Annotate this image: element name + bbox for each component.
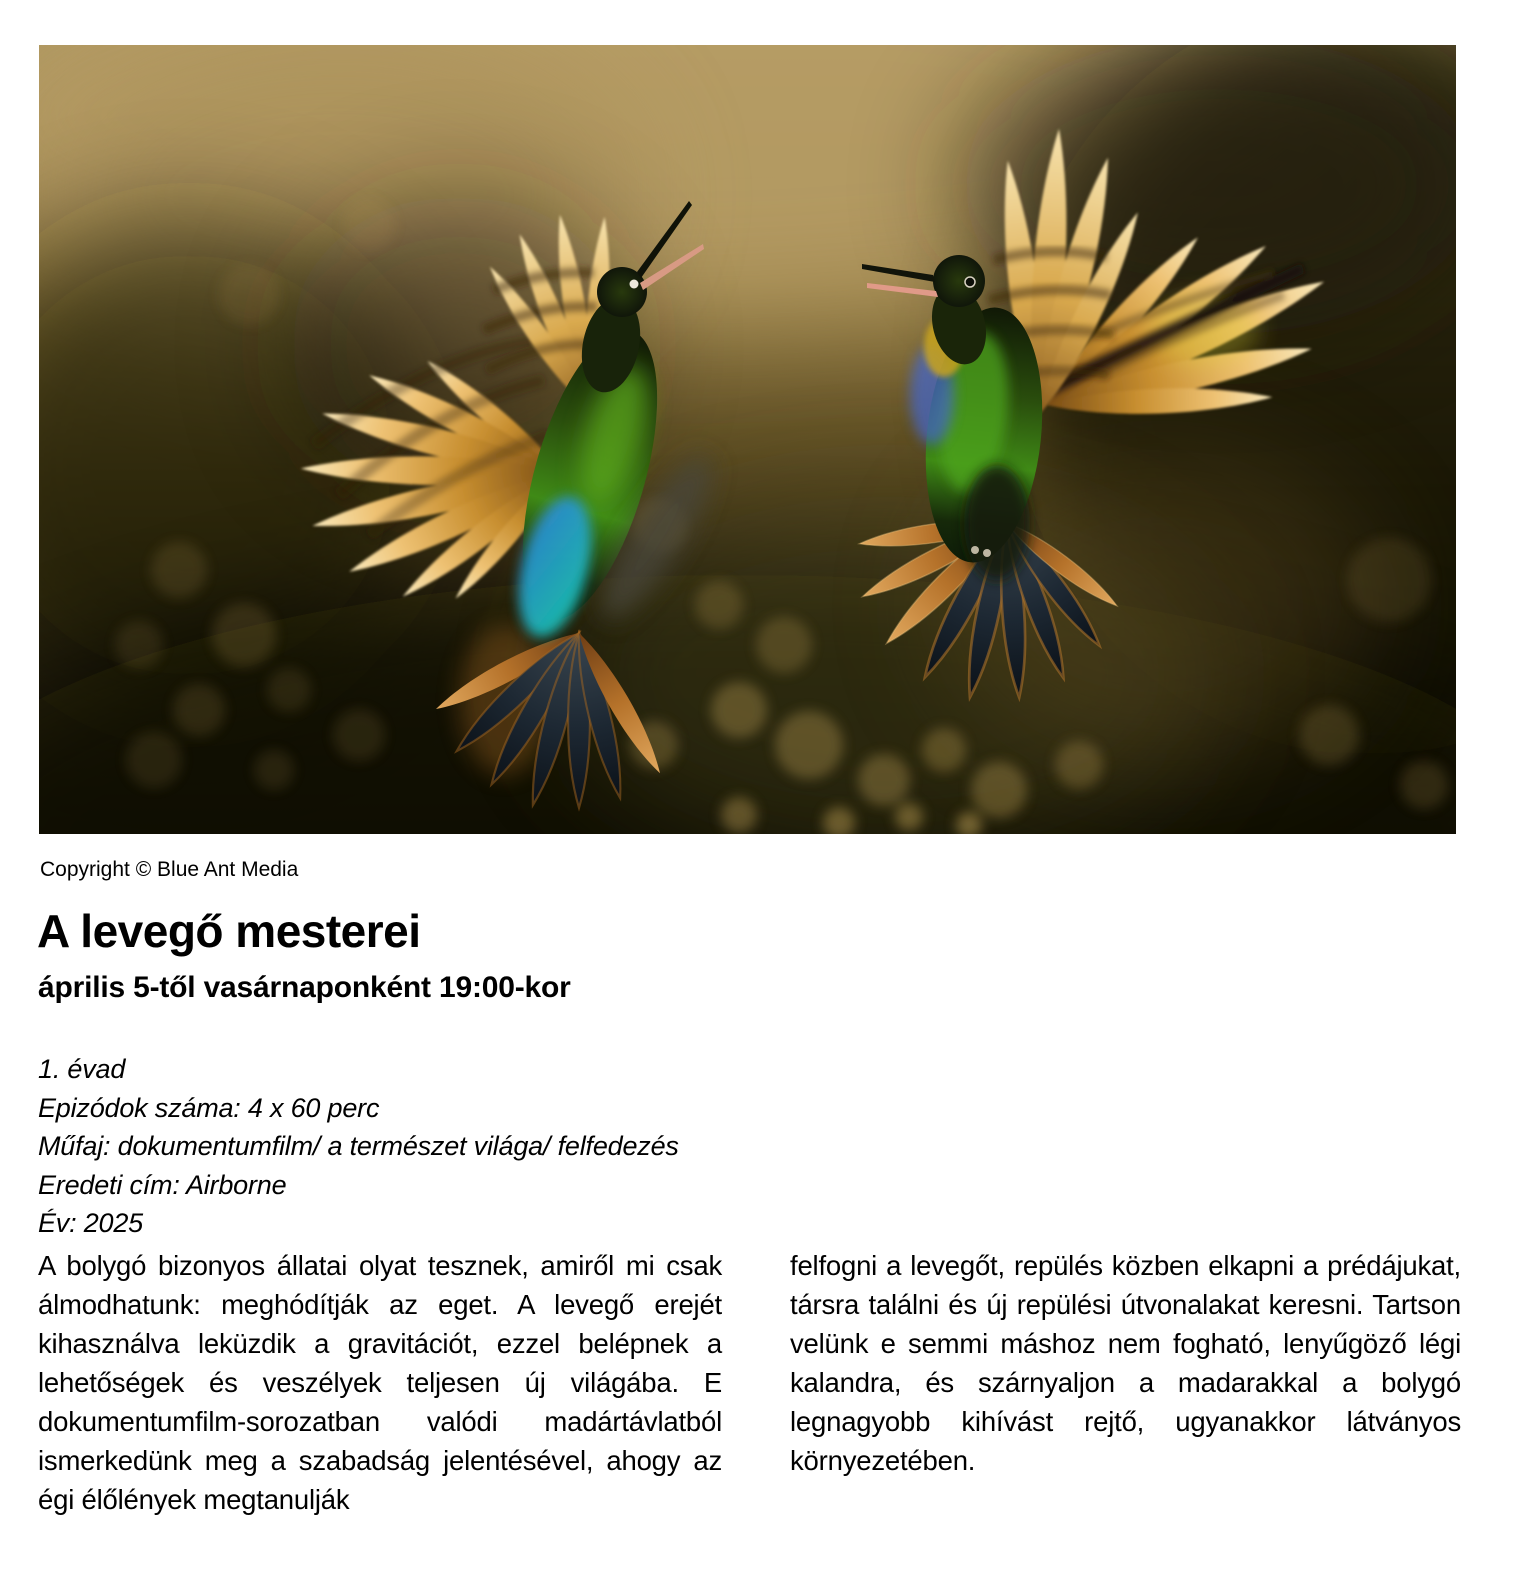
description-column-right: felfogni a levegőt, repülés közben elkapni a prédájukat, társra találni és új repülési útvonalakat keresni. Tartson velünk e semmi máshoz nem fogható, lenyűgöző légi kalandra, és szárnyaljon a madarakkal a bolygó legnagyobb kihívást rejtő, ugyanakkor látványos környezetében. — [790, 1250, 1461, 1476]
hummingbird-photo — [39, 45, 1456, 834]
broadcast-schedule: április 5-től vasárnaponként 19:00-kor — [38, 971, 571, 1004]
left-bird-eye — [630, 280, 639, 289]
right-bird-eye — [965, 277, 975, 287]
program-metadata — [38, 1050, 679, 1243]
meta-genre: Műfaj: dokumentumfilm/ a természet világa/ felfedezés — [38, 1131, 679, 1161]
right-bird-feet — [971, 546, 979, 554]
page-title: A levegő mesterei — [37, 905, 421, 957]
description-column-left: A bolygó bizonyos állatai olyat tesznek, amiről mi csak álmodhatunk: meghódítják az eget. A levegő erejét kihasználva leküzdik a gravitációt, ezzel belépnek a lehetőségek és veszélyek teljesen új világába. E dokumentumfilm-sorozatban valódi madártávlatból ismerkedünk meg a szabadság jelentésével, ahogy az égi élőlények megtanulják — [38, 1250, 722, 1515]
meta-season: 1. évad — [38, 1054, 126, 1084]
photo-copyright: Copyright © Blue Ant Media — [40, 858, 299, 881]
meta-original-title: Eredeti cím: Airborne — [38, 1169, 287, 1200]
description-columns — [38, 1246, 1461, 1519]
meta-year: Év: 2025 — [38, 1208, 143, 1238]
hummingbird-photo-art — [39, 45, 1456, 834]
meta-episodes: Epizódok száma: 4 x 60 perc — [38, 1092, 380, 1123]
